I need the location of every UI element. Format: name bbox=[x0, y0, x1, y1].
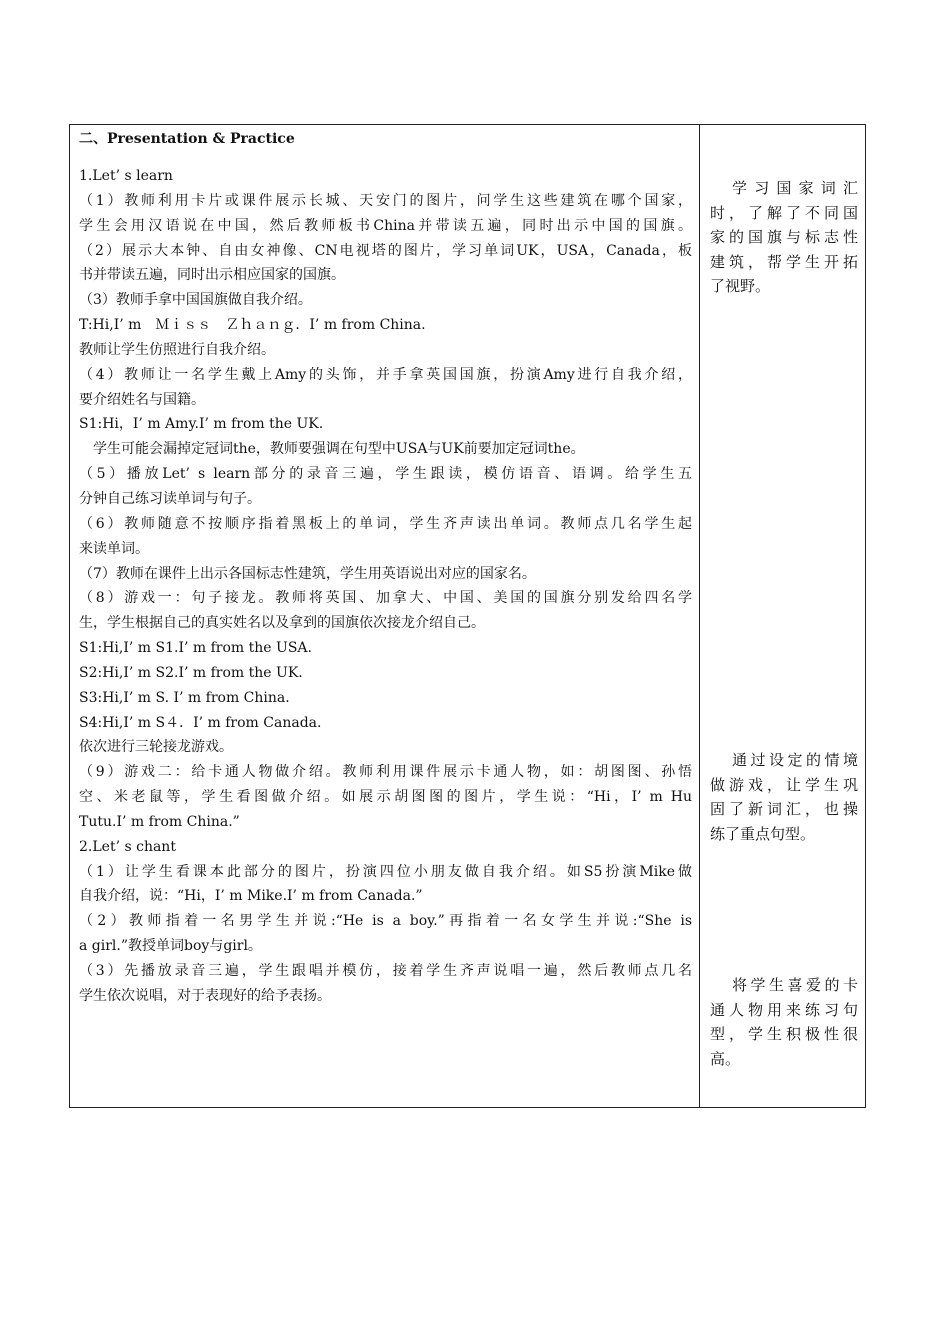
side-note-line: 建筑，帮学生开拓 bbox=[710, 252, 858, 271]
text-line: （8）游戏一：句子接龙。教师将英国、加拿大、中国、美国的国旗分别发给四名学 bbox=[79, 590, 692, 607]
side-note-line: 高。 bbox=[710, 1049, 741, 1068]
text-line: （3）先播放录音三遍，学生跟唱并模仿，接着学生齐声说唱一遍，然后教师点几名 bbox=[79, 963, 692, 979]
text-line: （3）教师手拿中国国旗做自我介绍。 bbox=[79, 292, 312, 309]
text-line: S4:Hi,I’ m S４．I’ m from Canada. bbox=[79, 714, 322, 731]
side-note-line: 通人物用来练习句 bbox=[710, 1000, 858, 1019]
side-note-game bbox=[710, 748, 858, 846]
text-line: 2.Let’ s chant bbox=[79, 838, 176, 855]
lesson-plan-table bbox=[69, 124, 866, 1108]
text-line: （6）教师随意不按顺序指着黑板上的单词，学生齐声读出单词。教师点几名学生起 bbox=[79, 515, 692, 532]
side-note-line: 通过设定的情境 bbox=[732, 751, 858, 769]
design-intent-column bbox=[700, 125, 865, 1107]
procedure-text bbox=[79, 164, 692, 1009]
side-note-line: 了视野。 bbox=[710, 277, 771, 295]
side-note-line: 时，了解了不同国 bbox=[710, 203, 858, 222]
text-line: S3:Hi,I’ m S. I’ m from China. bbox=[79, 689, 290, 706]
side-note-line: 练了重点句型。 bbox=[710, 824, 816, 843]
side-note-line: 将学生喜爱的卡 bbox=[732, 976, 858, 994]
text-line: （2）教师指着一名男学生并说:“He is a boy.”再指着一名女学生并说:“She is bbox=[79, 913, 692, 930]
side-note-line: 做游戏，让学生巩 bbox=[710, 775, 858, 794]
text-line: 要介绍姓名与国籍。 bbox=[79, 391, 205, 408]
text-line: 自我介绍，说：“Hi，I’ m Mike.I’ m from Canada.” bbox=[79, 888, 423, 905]
procedure-column bbox=[70, 125, 700, 1107]
text-line: （2）展示大本钟、自由女神像、CN电视塔的图片，学习单词UK，USA，Canada，板 bbox=[79, 242, 692, 259]
text-line: （7）教师在课件上出示各国标志性建筑，学生用英语说出对应的国家名。 bbox=[79, 565, 536, 582]
side-note-line: 家的国旗与标志性 bbox=[710, 228, 858, 246]
text-line: 学生会用汉语说在中国，然后教师板书China并带读五遍，同时出示中国的国旗。 bbox=[79, 217, 692, 234]
text-line: 分钟自己练习读单词与句子。 bbox=[79, 490, 261, 507]
text-line: 来读单词。 bbox=[79, 540, 149, 557]
text-line: T:Hi,I’ m Ｍｉｓｓ Ｚｈａｎｇ．I’ m from China. bbox=[79, 317, 426, 334]
section-title: 二、Presentation & Practice bbox=[79, 131, 295, 147]
text-line: （9）游戏二：给卡通人物做介绍。教师利用课件展示卡通人物，如：胡图图、孙悟 bbox=[79, 764, 692, 781]
side-note-line: 学习国家词汇 bbox=[732, 179, 858, 197]
side-note-line: 型，学生积极性很 bbox=[710, 1025, 858, 1043]
side-note-cartoon bbox=[710, 973, 858, 1071]
text-line: a girl.”教授单词boy与girl。 bbox=[79, 938, 262, 955]
text-line: S2:Hi,I’ m S2.I’ m from the UK. bbox=[79, 664, 303, 681]
text-line: 1.Let’ s learn bbox=[79, 168, 173, 184]
text-line: 教师让学生仿照进行自我介绍。 bbox=[79, 341, 275, 358]
text-line: （5）播放Let’ s learn部分的录音三遍，学生跟读，模仿语音、语调。给学生五 bbox=[79, 466, 692, 483]
text-line: 学生依次说唱，对于表现好的给予表扬。 bbox=[79, 987, 331, 1004]
text-line: （1）让学生看课本此部分的图片，扮演四位小朋友做自我介绍。如S5扮演Mike做 bbox=[79, 863, 692, 880]
text-line: 书并带读五遍，同时出示相应国家的国旗。 bbox=[79, 267, 345, 284]
text-line: （1）教师利用卡片或课件展示长城、天安门的图片，问学生这些建筑在哪个国家， bbox=[79, 192, 692, 209]
text-line: 学生可能会漏掉定冠词the，教师要强调在句型中USA与UK前要加定冠词the。 bbox=[93, 441, 585, 458]
text-line: S1:Hi，I’ m Amy.I’ m from the UK. bbox=[79, 416, 324, 433]
side-note-vocabulary bbox=[710, 176, 858, 299]
text-line: 依次进行三轮接龙游戏。 bbox=[79, 739, 233, 756]
text-line: Tutu.I’ m from China.” bbox=[79, 813, 240, 830]
text-line: 生，学生根据自己的真实姓名以及拿到的国旗依次接龙介绍自己。 bbox=[79, 615, 485, 632]
text-line: （4）教师让一名学生戴上Amy的头饰，并手拿英国国旗，扮演Amy进行自我介绍， bbox=[79, 366, 692, 383]
text-line: S1:Hi,I’ m S1.I’ m from the USA. bbox=[79, 640, 312, 657]
text-line: 空、米老鼠等，学生看图做介绍。如展示胡图图的图片，学生说：“Hi，I’ m Hu bbox=[79, 789, 692, 806]
side-note-line: 固了新词汇，也操 bbox=[710, 800, 858, 818]
